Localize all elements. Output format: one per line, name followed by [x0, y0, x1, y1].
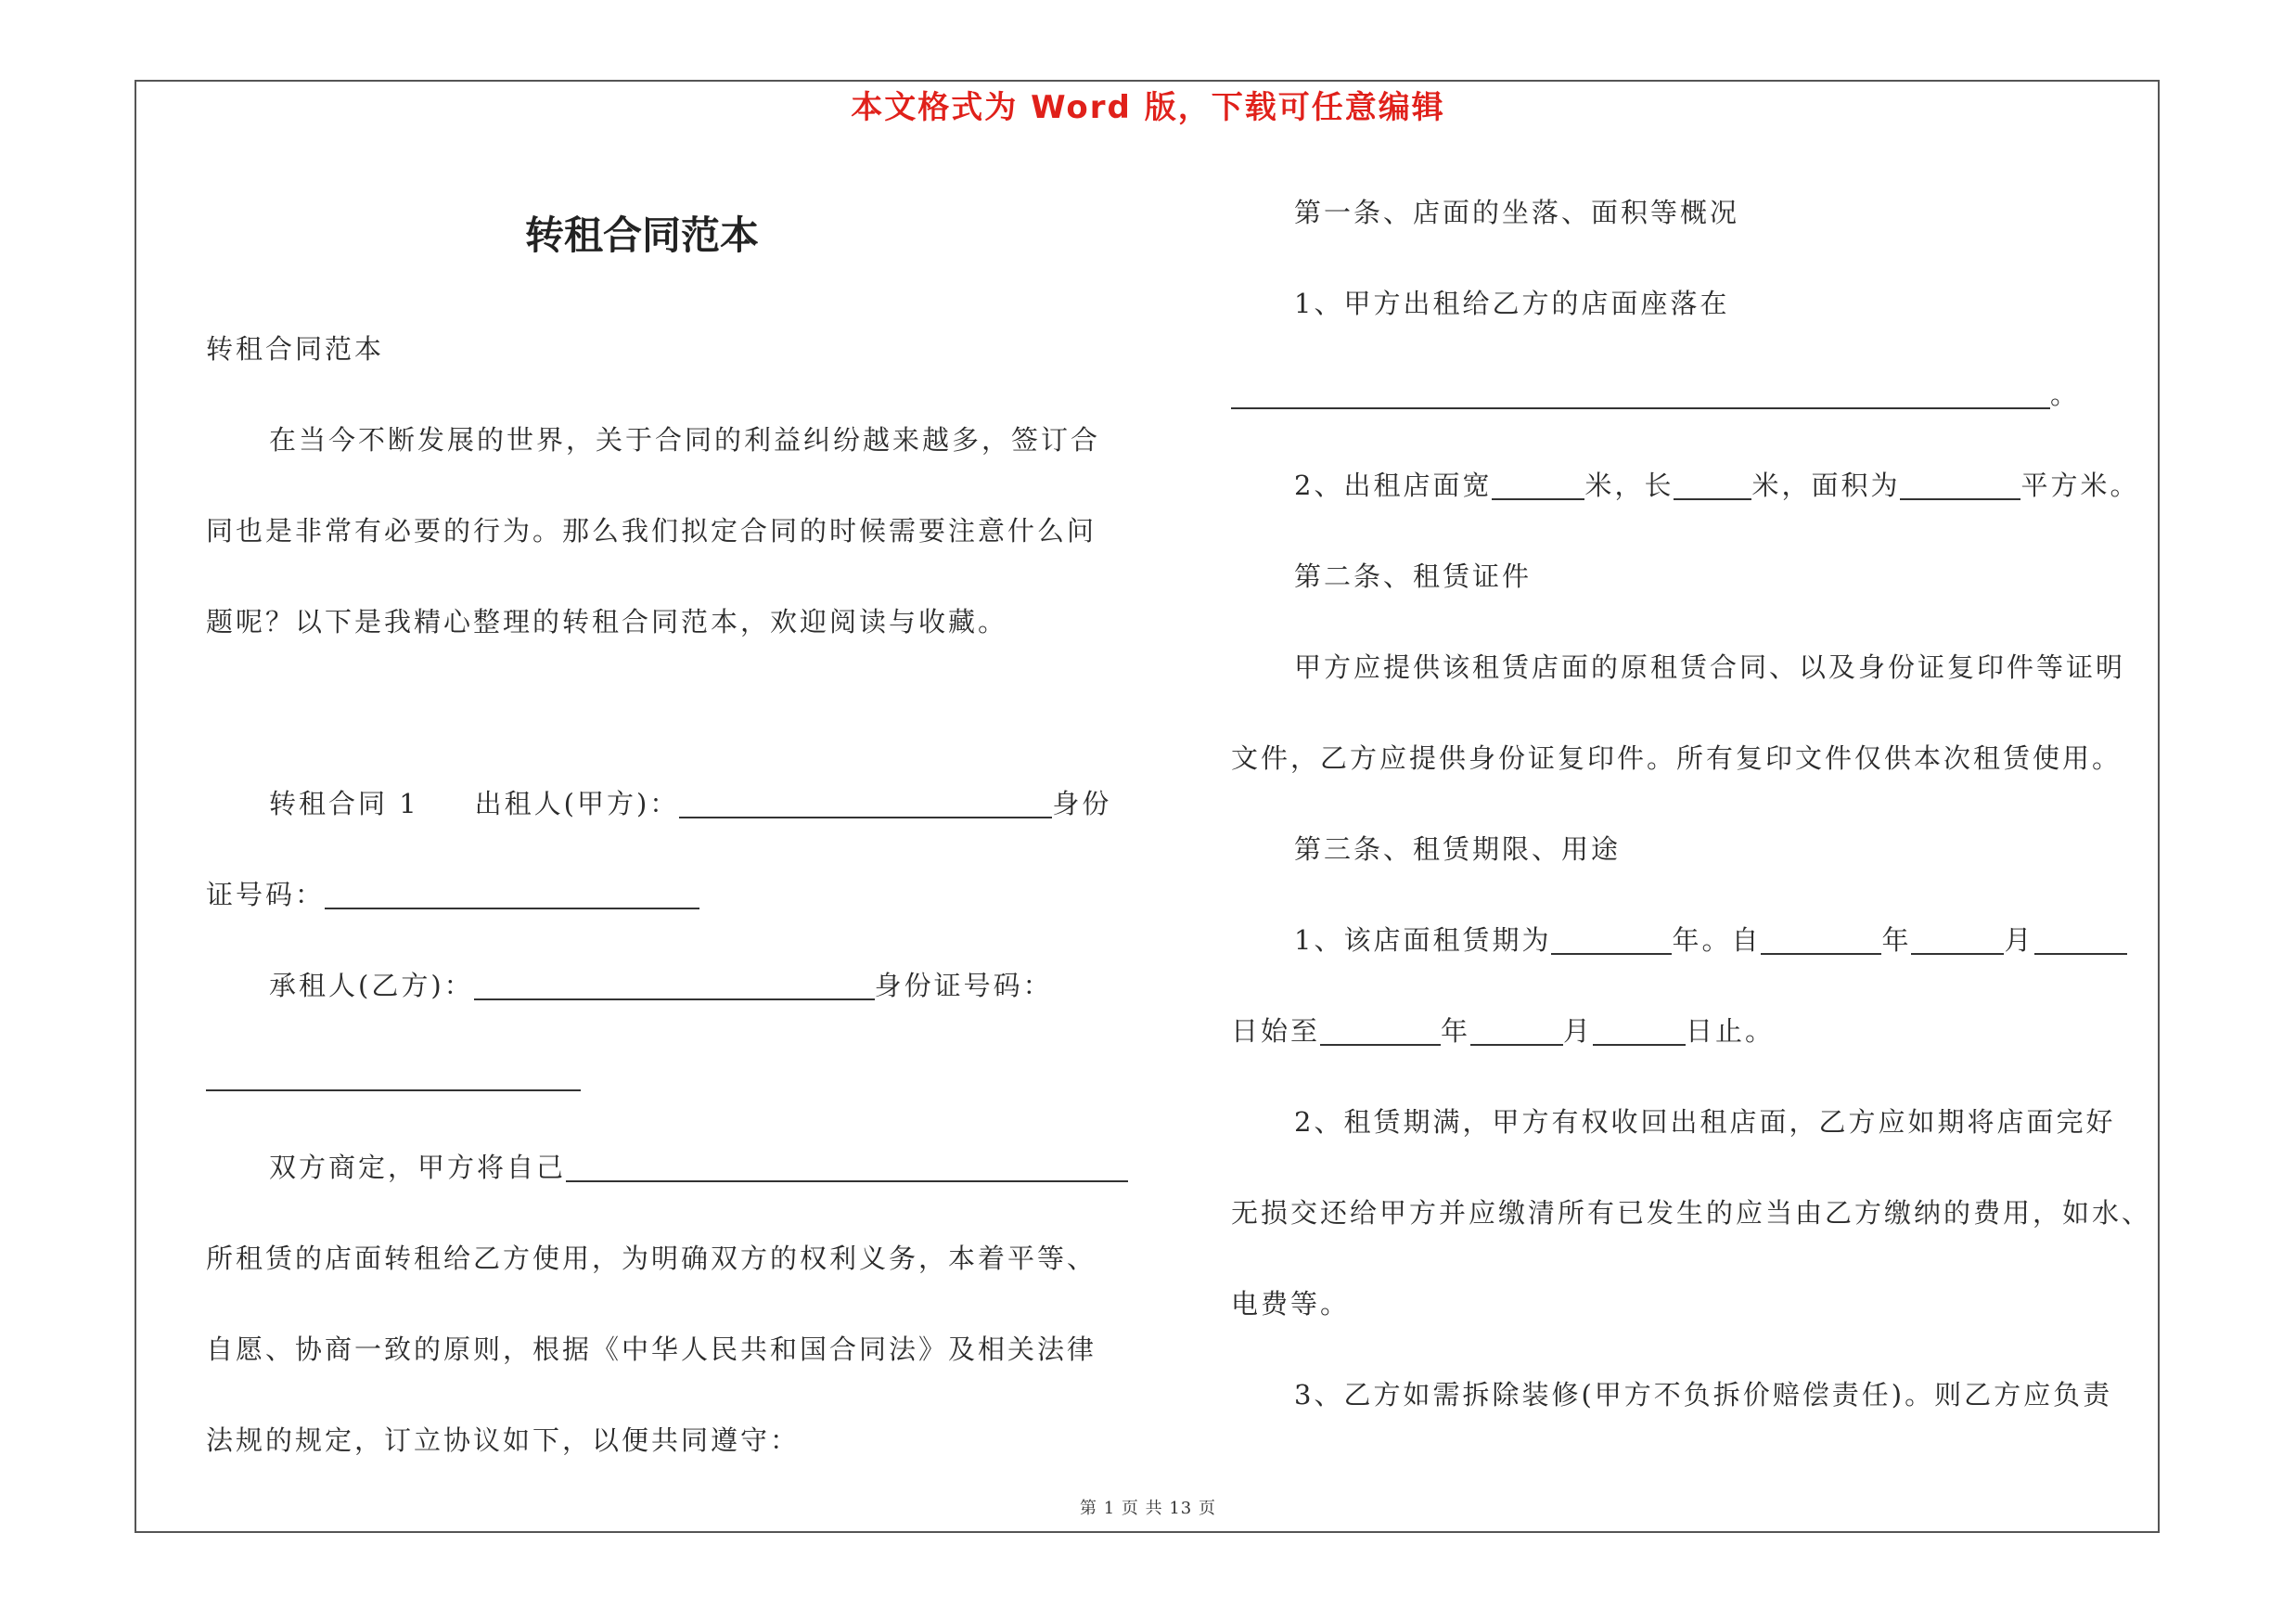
- agree-line-1: [206, 1122, 1134, 1213]
- intro-line-1: 在当今不断发展的世界，关于合同的利益纠纷越来越多，签订合: [269, 424, 1101, 456]
- article-1-heading: 第一条、店面的坐落、面积等概况: [1294, 197, 1740, 228]
- end-year-blank[interactable]: [1320, 1017, 1441, 1046]
- document-title: 转租合同范本: [524, 213, 759, 258]
- agree-line-4: 法规的规定，订立协议如下，以便共同遵守：: [206, 1424, 801, 1456]
- article-3-item-2-line-3: 电费等。: [1231, 1288, 1351, 1320]
- contract-number: 转租合同 1: [269, 788, 419, 819]
- month-label-1: 月: [2004, 924, 2034, 956]
- lessor-id-label-b: 证号码：: [206, 879, 326, 910]
- area-label: 米，面积为: [1751, 470, 1901, 501]
- term-years-blank[interactable]: [1551, 926, 1672, 955]
- start-day-blank[interactable]: [2034, 926, 2127, 955]
- area-blank[interactable]: [1900, 471, 2020, 500]
- lessee-line: [206, 940, 1134, 1031]
- month-label-2: 月: [1563, 1015, 1594, 1047]
- width-label: 2、出租店面宽: [1294, 470, 1493, 501]
- year-label-2: 年: [1441, 1015, 1471, 1047]
- article-3-item-3: 3、乙方如需拆除装修(甲方不负拆价赔偿责任)。则乙方应负责: [1294, 1379, 2113, 1410]
- end-day-blank[interactable]: [1593, 1017, 1686, 1046]
- lessor-id-line: [206, 849, 1134, 940]
- lessee-id-label: 身份证号码：: [874, 970, 1053, 1001]
- lessor-id-blank[interactable]: [325, 881, 699, 909]
- article-1-item-2: [1231, 440, 2233, 531]
- subtitle: 转租合同范本: [206, 333, 385, 365]
- agree-text-1: 双方商定，甲方将自己: [269, 1152, 567, 1183]
- lessee-id-blank[interactable]: [206, 1063, 581, 1091]
- left-column: [206, 303, 1134, 1486]
- article-3-item-1: [1231, 895, 2233, 985]
- agree-line-2: 所租赁的店面转租给乙方使用，为明确双方的权利义务，本着平等、: [206, 1243, 1097, 1274]
- lessor-label: 出租人(甲方)：: [474, 788, 680, 819]
- intro-line-3: 题呢？以下是我精心整理的转租合同范本，欢迎阅读与收藏。: [206, 606, 1008, 638]
- lessor-name-blank[interactable]: [679, 790, 1052, 818]
- article-3-heading: 第三条、租赁期限、用途: [1294, 833, 1622, 865]
- article-1-item-1: 1、甲方出租给乙方的店面座落在: [1294, 288, 1730, 319]
- shop-location-blank[interactable]: [566, 1153, 1128, 1182]
- agree-line-3: 自愿、协商一致的原则，根据《中华人民共和国合同法》及相关法律: [206, 1333, 1097, 1365]
- start-year-blank[interactable]: [1761, 926, 1881, 955]
- lessor-id-label-a: 身份: [1052, 788, 1112, 819]
- year-label-1: 年: [1881, 924, 1912, 956]
- article-3-item-2-line-1: 2、租赁期满，甲方有权收回出租店面，乙方应如期将店面完好: [1294, 1106, 2116, 1138]
- word-format-banner: 本文格式为 Word 版，下载可任意编辑: [851, 89, 1445, 126]
- article-2-line-2: 文件，乙方应提供身份证复印件。所有复印文件仅供本次租赁使用。: [1231, 742, 2123, 774]
- from-label: 年。自: [1672, 924, 1762, 956]
- article-1-location-line: [1231, 349, 2233, 440]
- article-3-item-1-cont: [1231, 985, 2233, 1076]
- until-label: 日始至: [1231, 1015, 1321, 1047]
- term-label: 1、该店面租赁期为: [1294, 924, 1552, 956]
- article-2-heading: 第二条、租赁证件: [1294, 560, 1533, 592]
- lessee-name-blank[interactable]: [474, 972, 875, 1000]
- location-end: 。: [2050, 379, 2081, 410]
- location-blank[interactable]: [1231, 380, 2050, 409]
- lessee-label: 承租人(乙方)：: [269, 970, 474, 1001]
- end-month-blank[interactable]: [1470, 1017, 1563, 1046]
- article-3-item-2-line-2: 无损交还给甲方并应缴清所有已发生的应当由乙方缴纳的费用，如水、: [1231, 1197, 2152, 1229]
- intro-line-2: 同也是非常有必要的行为。那么我们拟定合同的时候需要注意什么问: [206, 515, 1097, 547]
- length-blank[interactable]: [1674, 471, 1751, 500]
- page-footer: 第 1 页 共 13 页: [1080, 1499, 1216, 1518]
- article-2-line-1: 甲方应提供该租赁店面的原租赁合同、以及身份证复印件等证明: [1294, 651, 2126, 683]
- length-label: 米，长: [1584, 470, 1674, 501]
- lessor-line: [206, 758, 1134, 849]
- right-column: [1231, 167, 2233, 1440]
- width-blank[interactable]: [1492, 471, 1584, 500]
- start-month-blank[interactable]: [1911, 926, 2004, 955]
- end-day-label: 日止。: [1686, 1015, 1776, 1047]
- lessee-id-line: [206, 1031, 1134, 1122]
- area-unit: 平方米。: [2020, 470, 2140, 501]
